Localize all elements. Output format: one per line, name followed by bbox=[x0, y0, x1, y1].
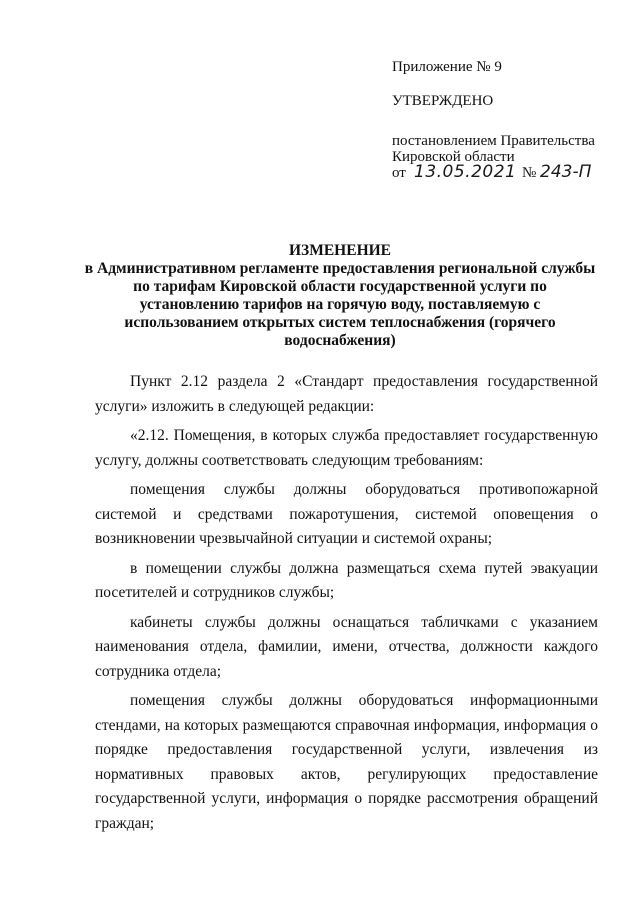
paragraph-office-plates: кабинеты службы должны оснащаться табличками с указанием наименования отдела, фамилии, имени, отчества, должности каждого сотрудника отдела; bbox=[95, 613, 598, 680]
paragraph-evacuation: в помещении службы должна размещаться схема путей эвакуации посетителей и сотрудников службы; bbox=[95, 559, 598, 601]
title-line-4: использованием открытых систем теплоснабжения (горячего bbox=[124, 314, 556, 331]
date-prefix: от bbox=[392, 165, 406, 181]
title-line-3: установлению тарифов на горячую воду, поставляемую с bbox=[139, 296, 541, 313]
title-line-5: водоснабжения) bbox=[284, 332, 396, 349]
paragraph-fire-safety: помещения службы должны оборудоваться противопожарной системой и средствами пожаротушения, системой оповещения о возникновении чрезвычайной ситуации и системой охраны; bbox=[95, 481, 598, 547]
paragraph-info-stands: помещения службы должны оборудоваться информационными стендами, на которых размещаются справочная информация, информация о порядке предоставления государственной услуги, извлечения из нормативных правовых актов, регулирующих предоставление государственной услуги, информация о порядке рассмотрения обращений граждан; bbox=[95, 692, 598, 832]
title-line-1: в Административном регламенте предоставления региональной службы bbox=[84, 260, 596, 277]
document-title bbox=[80, 242, 600, 350]
handwritten-number: 243-П bbox=[540, 162, 592, 182]
decree-line-2: Кировской области bbox=[392, 149, 515, 165]
decree-line-1: постановлением Правительства bbox=[392, 133, 595, 149]
paragraph-intro: Пункт 2.12 раздела 2 «Стандарт предоставления государственной услуги» изложить в следующей редакции: bbox=[95, 373, 598, 415]
handwritten-date: 13.05.2021 bbox=[414, 162, 517, 182]
document-body bbox=[95, 370, 598, 841]
approved-label: УТВЕРЖДЕНО bbox=[392, 93, 494, 109]
number-sign: № bbox=[522, 165, 537, 181]
date-number-line bbox=[392, 162, 592, 182]
paragraph-2-12: «2.12. Помещения, в которых служба предоставляет государственную услугу, должны соответствовать следующим требованиям: bbox=[95, 427, 598, 469]
annex-number: Приложение № 9 bbox=[392, 59, 502, 75]
title-line-2: по тарифам Кировской области государственной услуги по bbox=[133, 278, 547, 295]
title-heading: ИЗМЕНЕНИЕ bbox=[288, 242, 392, 259]
